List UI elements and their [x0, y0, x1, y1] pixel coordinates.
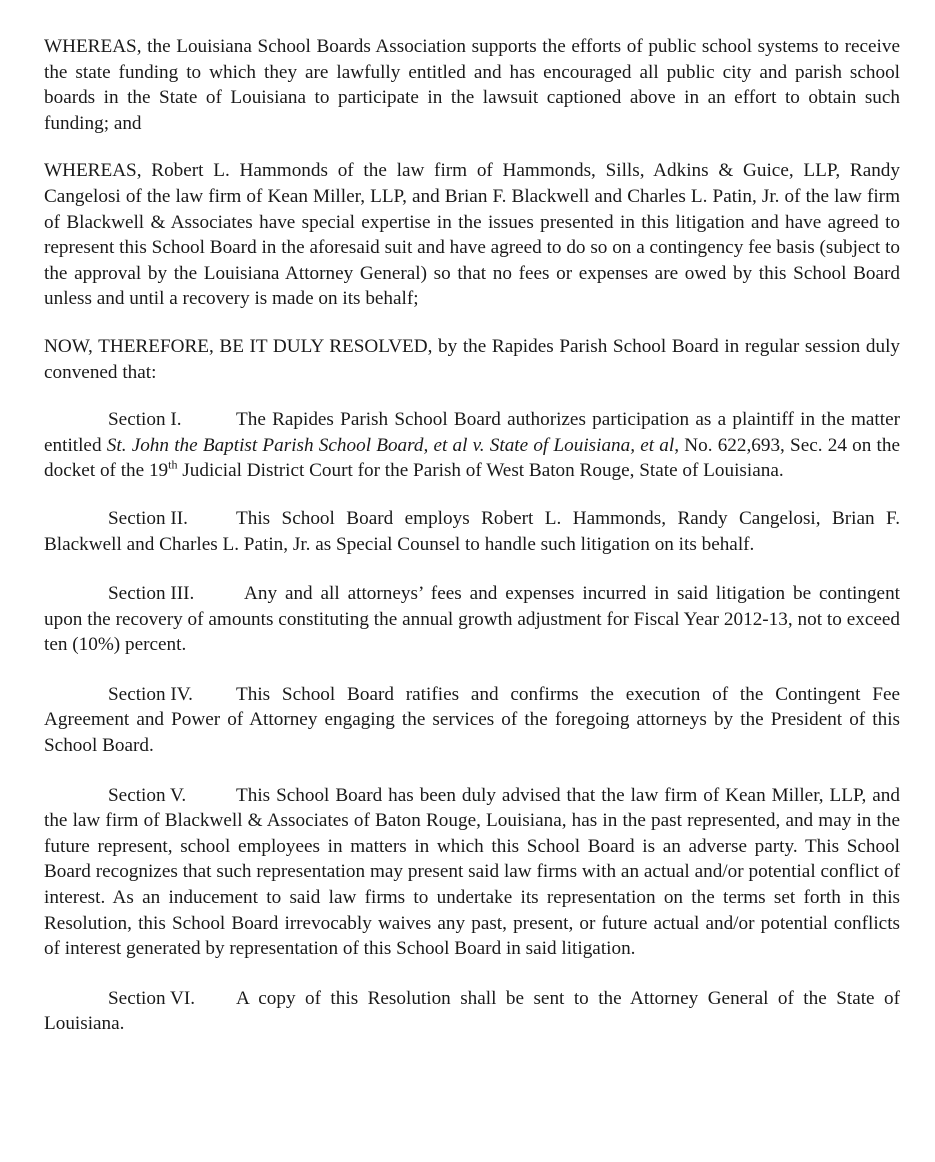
section-4: [44, 682, 900, 759]
section-1: [44, 407, 900, 484]
section-3-text: Any and all attorneys’ fees and expenses incurred in said litigation be contingent upon the recovery of amounts constituting the annual growth adjustment for Fiscal Year 2012-13, not to exceed ten (10%) percent.: [44, 583, 900, 656]
section-6-text: A copy of this Resolution shall be sent to the Attorney General of the State of Louisiana.: [44, 987, 900, 1035]
section-2-text: This School Board employs Robert L. Hammonds, Randy Cangelosi, Brian F. Blackwell and Charles L. Patin, Jr. as Special Counsel to handle such litigation on its behalf.: [44, 507, 900, 555]
whereas-paragraph-2: WHEREAS, Robert L. Hammonds of the law firm of Hammonds, Sills, Adkins & Guice, LLP, Randy Cangelosi of the law firm of Kean Miller, LLP, and Brian F. Blackwell and Charles L. Patin, Jr. of the law firm of Blackwell & Associates have special expertise in the issues presented in this litigation and have agreed to represent this School Board in the aforesaid suit and have agreed to do so on a contingency fee basis (subject to the approval by the Louisiana Attorney General) so that no fees or expenses are owed by this School Board unless and until a recovery is made on its behalf;: [44, 160, 900, 310]
section-6: [44, 986, 900, 1037]
section-4-label: Section IV.: [108, 683, 193, 705]
section-1-text-before: The Rapides Parish School Board authorizes participation as a plaintiff in the matter entitled: [44, 409, 900, 456]
section-5-label: Section V.: [108, 784, 187, 806]
section-2-label: Section II.: [108, 507, 188, 529]
section-3-label: Section III.: [108, 583, 195, 605]
section-1-label: Section I.: [108, 409, 182, 431]
section-3: [44, 581, 900, 658]
section-4-text: This School Board ratifies and confirms the execution of the Contingent Fee Agreement and Power of Attorney engaging the services of the foregoing attorneys by the President of this School Board.: [44, 683, 900, 757]
resolved-paragraph: NOW, THEREFORE, BE IT DULY RESOLVED, by the Rapides Parish School Board in regular session duly convened that:: [44, 335, 900, 383]
section-5: [44, 783, 900, 962]
section-1-case-name: St. John the Baptist Parish School Board, et al v. State of Louisiana, et al: [106, 434, 675, 456]
resolution-document: [44, 34, 900, 1037]
section-1-text-mid: , No. 622,693, Sec. 24 on the docket of the 19: [44, 434, 900, 482]
section-1-ordinal-suffix: th: [168, 457, 178, 472]
whereas-paragraph-1: WHEREAS, the Louisiana School Boards Association supports the efforts of public school systems to receive the state funding to which they are lawfully entitled and has encouraged all public city and parish school boards in the State of Louisiana to participate in the lawsuit captioned above in an effort to obtain such funding; and: [44, 36, 900, 134]
section-1-text-after: Judicial District Court for the Parish of West Baton Rouge, State of Louisiana.: [177, 460, 784, 482]
section-2: [44, 506, 900, 557]
section-5-text: This School Board has been duly advised that the law firm of Kean Miller, LLP, and the law firm of Blackwell & Associates of Baton Rouge, Louisiana, has in the past represented, and may in the future represent, school employees in matters in which this School Board is an adverse party. This School Board recognizes that such representation may present said law firms with an actual and/or potential conflict of interest. As an inducement to said law firms to undertake its representation on the terms set forth in this Resolution, this School Board irrevocably waives any past, present, or future actual and/or potential conflicts of interest generated by representation of this School Board in said litigation.: [44, 784, 900, 960]
section-6-label: Section VI.: [108, 987, 196, 1009]
